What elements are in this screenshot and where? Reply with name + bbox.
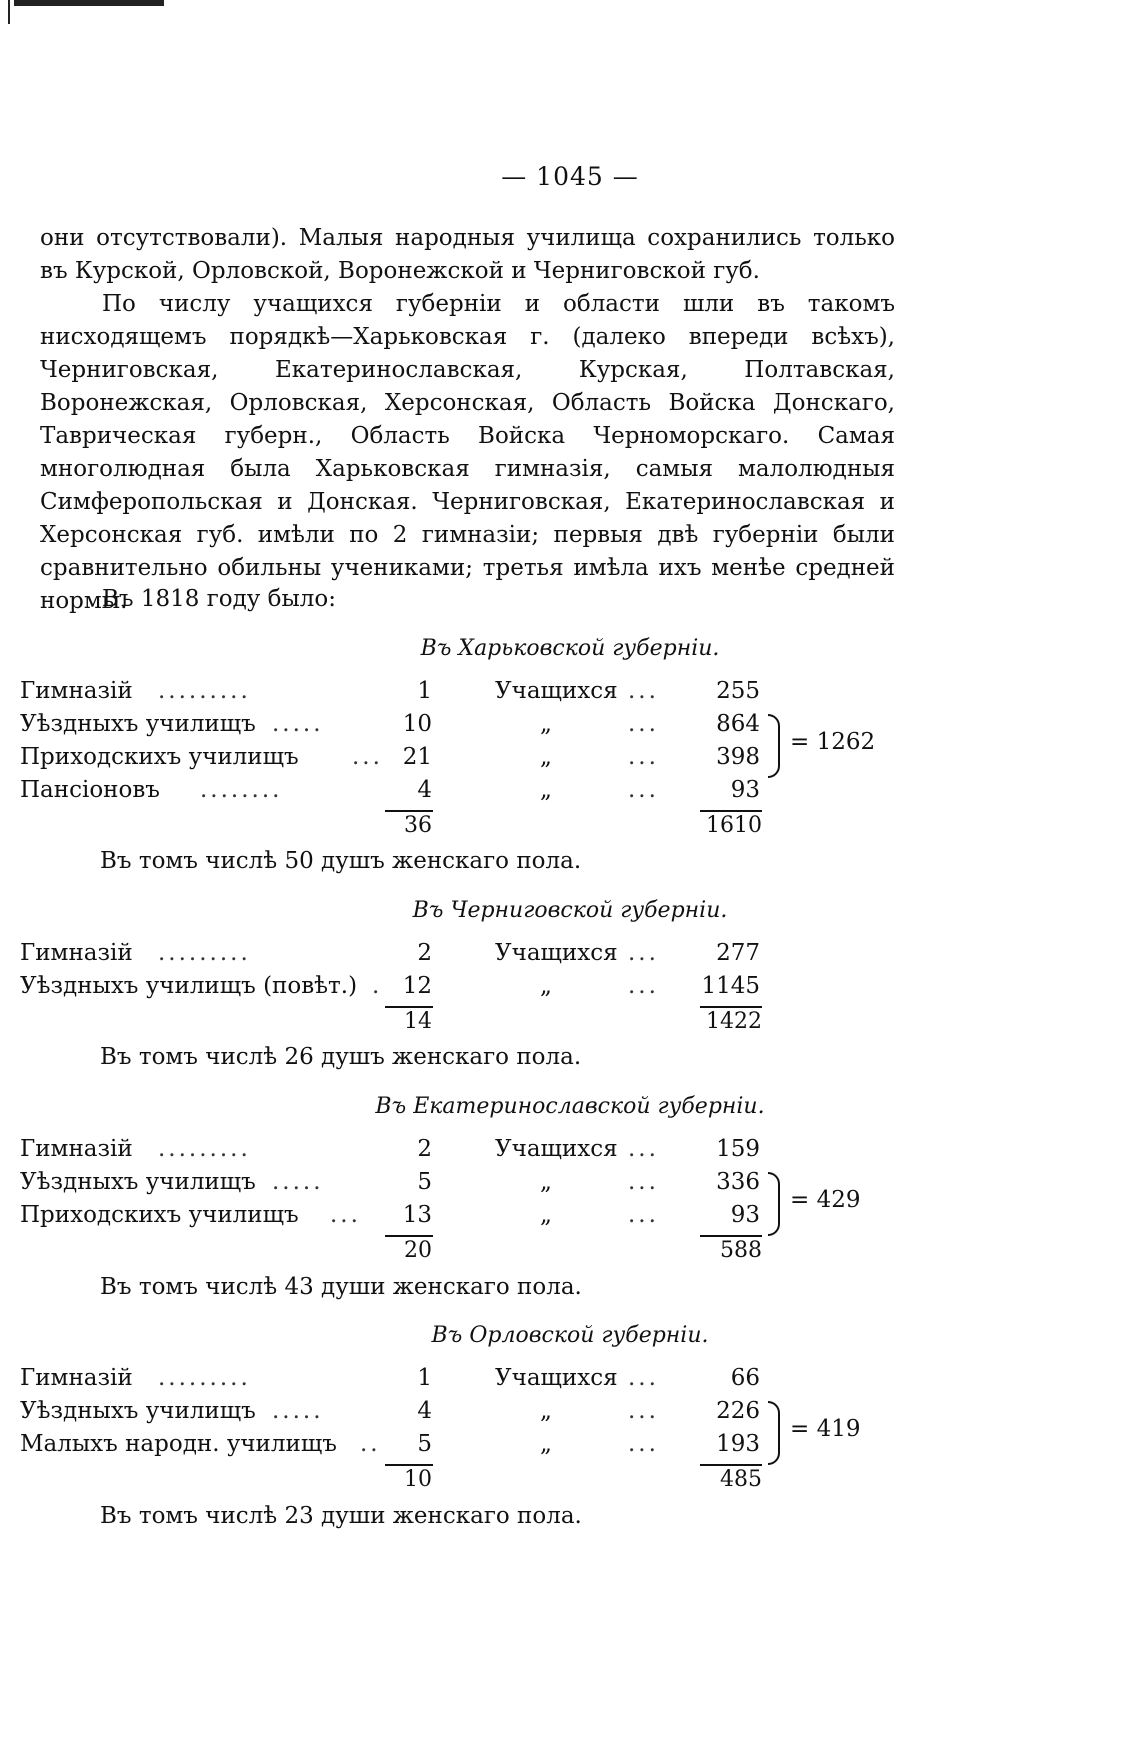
- row-count: 2: [417, 940, 432, 966]
- section-note: Въ томъ числѣ 26 душъ женскаго пола.: [100, 1044, 582, 1070]
- table-row: [0, 744, 1140, 777]
- row-label: Уѣздныхъ училищъ: [20, 1398, 256, 1424]
- row-count: 4: [417, 777, 432, 803]
- leader-dots: ...: [628, 940, 659, 966]
- row-count: 5: [417, 1169, 432, 1195]
- leader-dots: ...: [628, 973, 659, 999]
- leader-dots: .....: [272, 1398, 324, 1424]
- students-count: 226: [716, 1398, 760, 1424]
- leader-dots: ...: [628, 678, 659, 704]
- section-note: Въ томъ числѣ 23 души женскаго пола.: [100, 1503, 582, 1529]
- section-title: Въ Орловской губерніи.: [431, 1323, 709, 1348]
- students-count: 93: [730, 777, 760, 803]
- scan-speck: [8, 0, 10, 24]
- ditto-mark: „: [540, 711, 552, 737]
- section-title: Въ Харьковской губерніи.: [420, 636, 720, 661]
- row-label: Уѣздныхъ училищъ (повѣт.): [20, 973, 358, 999]
- leader-dots: ...: [628, 1136, 659, 1162]
- row-count: 4: [417, 1398, 432, 1424]
- row-label: Приходскихъ училищъ: [20, 1202, 299, 1228]
- section-note: Въ томъ числѣ 43 души женскаго пола.: [100, 1274, 582, 1300]
- ditto-mark: „: [540, 1169, 552, 1195]
- brace-total: = 419: [790, 1416, 861, 1442]
- leader-dots: ........: [200, 777, 283, 803]
- sum-rule: [385, 1235, 433, 1237]
- leader-dots: .........: [158, 1136, 251, 1162]
- students-count: 193: [716, 1431, 760, 1457]
- leader-dots: .....: [272, 1169, 324, 1195]
- total-count: 10: [404, 1467, 432, 1492]
- right-brace: [768, 1401, 780, 1465]
- leader-dots: ...: [628, 1202, 659, 1228]
- students-count: 159: [716, 1136, 760, 1162]
- row-label: Гимназій: [20, 1136, 133, 1162]
- students-count: 277: [716, 940, 760, 966]
- students-label: Учащихся: [495, 940, 618, 966]
- table-row: [0, 940, 1140, 973]
- row-label: Малыхъ народн. училищъ: [20, 1431, 337, 1457]
- students-count: 1145: [701, 973, 760, 999]
- students-count: 398: [716, 744, 760, 770]
- leader-dots: ..: [360, 1431, 381, 1457]
- students-count: 864: [716, 711, 760, 737]
- row-count: 1: [417, 1365, 432, 1391]
- total-students: 485: [720, 1467, 762, 1492]
- sum-rule: [700, 1464, 762, 1466]
- leader-dots: ...: [330, 1202, 361, 1228]
- leader-dots: ...: [352, 744, 383, 770]
- total-students: 1610: [706, 813, 762, 838]
- students-count: 336: [716, 1169, 760, 1195]
- total-count: 36: [404, 813, 432, 838]
- intro-line: Въ 1818 году было:: [102, 586, 336, 612]
- leader-dots: ...: [628, 1431, 659, 1457]
- row-count: 10: [402, 711, 432, 737]
- leader-dots: ...: [628, 1365, 659, 1391]
- section-note: Въ томъ числѣ 50 душъ женскаго пола.: [100, 848, 582, 874]
- paragraph-2: По числу учащихся губерніи и области шли въ такомъ нисходящемъ порядкѣ—Харьковская г. (далеко впереди всѣхъ), Черниговская, Екатеринославская, Курская, Полтавская, Воронежская, Орловская, Херсонская, Область Войска Донскаго, Таврическая губерн., Область Войска Черноморскаго. Самая многолюдная была Харьковская гимназія, самыя малолюдныя Симферопольская и Донская. Черниговская, Екатеринославская и Херсонская губ. имѣли по 2 гимназіи; первыя двѣ губерніи были сравнительно обильны учениками; третья имѣла ихъ менѣе средней нормы.: [40, 291, 895, 614]
- sum-rule: [385, 810, 433, 812]
- row-label: Уѣздныхъ училищъ: [20, 1169, 256, 1195]
- total-count: 20: [404, 1238, 432, 1263]
- ditto-mark: „: [540, 1398, 552, 1424]
- right-brace: [768, 714, 780, 778]
- ditto-mark: „: [540, 744, 552, 770]
- brace-total: = 1262: [790, 729, 876, 755]
- right-brace: [768, 1172, 780, 1236]
- students-label: Учащихся: [495, 1136, 618, 1162]
- students-label: Учащихся: [495, 1365, 618, 1391]
- total-students: 1422: [706, 1009, 762, 1034]
- page-number: — 1045 —: [501, 162, 639, 191]
- students-count: 93: [730, 1202, 760, 1228]
- scan-speck: [14, 0, 164, 6]
- ditto-mark: „: [540, 777, 552, 803]
- row-label: Гимназій: [20, 940, 133, 966]
- ditto-mark: „: [540, 973, 552, 999]
- row-count: 13: [402, 1202, 432, 1228]
- table-row: [0, 1169, 1140, 1202]
- table-row: [0, 1431, 1140, 1464]
- leader-dots: .: [372, 973, 383, 999]
- row-count: 12: [402, 973, 432, 999]
- table-row: [0, 973, 1140, 1006]
- students-label: Учащихся: [495, 678, 618, 704]
- leader-dots: ...: [628, 1398, 659, 1424]
- section-title: Въ Екатеринославской губерніи.: [375, 1094, 765, 1119]
- row-count: 2: [417, 1136, 432, 1162]
- leader-dots: ...: [628, 777, 659, 803]
- total-students: 588: [720, 1238, 762, 1263]
- ditto-mark: „: [540, 1202, 552, 1228]
- section-title: Въ Черниговской губерніи.: [412, 898, 728, 923]
- table-row: [0, 1136, 1140, 1169]
- students-count: 66: [730, 1365, 760, 1391]
- table-row: [0, 1202, 1140, 1235]
- table-row: [0, 1365, 1140, 1398]
- students-count: 255: [716, 678, 760, 704]
- ditto-mark: „: [540, 1431, 552, 1457]
- paragraph-1: они отсутствовали). Малыя народныя училища сохранились только въ Курской, Орловской, Воронежской и Черниговской губ.: [40, 225, 895, 284]
- sum-rule: [700, 1235, 762, 1237]
- row-label: Пансіоновъ: [20, 777, 160, 803]
- row-count: 21: [402, 744, 432, 770]
- table-row: [0, 1398, 1140, 1431]
- row-label: Приходскихъ училищъ: [20, 744, 299, 770]
- leader-dots: ...: [628, 711, 659, 737]
- row-label: Гимназій: [20, 1365, 133, 1391]
- table-row: [0, 678, 1140, 711]
- row-label: Гимназій: [20, 678, 133, 704]
- sum-rule: [385, 1464, 433, 1466]
- row-label: Уѣздныхъ училищъ: [20, 711, 256, 737]
- body-text: [40, 222, 895, 618]
- leader-dots: ...: [628, 744, 659, 770]
- leader-dots: .........: [158, 1365, 251, 1391]
- sum-rule: [700, 1006, 762, 1008]
- sum-rule: [385, 1006, 433, 1008]
- row-count: 5: [417, 1431, 432, 1457]
- sum-rule: [700, 810, 762, 812]
- table-row: [0, 777, 1140, 810]
- brace-total: = 429: [790, 1187, 861, 1213]
- leader-dots: .....: [272, 711, 324, 737]
- leader-dots: .........: [158, 940, 251, 966]
- table-row: [0, 711, 1140, 744]
- total-count: 14: [404, 1009, 432, 1034]
- row-count: 1: [417, 678, 432, 704]
- leader-dots: ...: [628, 1169, 659, 1195]
- leader-dots: .........: [158, 678, 251, 704]
